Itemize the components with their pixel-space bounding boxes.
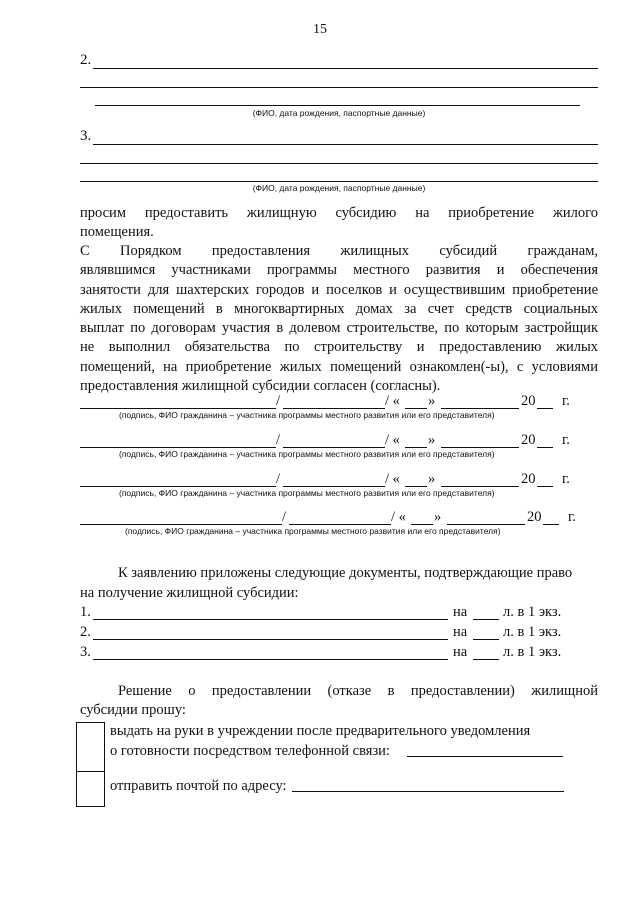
date-open: / « bbox=[385, 471, 400, 487]
year-prefix: 20 bbox=[521, 393, 536, 409]
name-field[interactable] bbox=[283, 408, 385, 409]
decision-line-1-wrap bbox=[118, 682, 598, 701]
signature-field[interactable] bbox=[80, 524, 282, 525]
applicant-2-caption: (ФИО, дата рождения, паспортные данные) bbox=[252, 108, 426, 118]
day-field[interactable] bbox=[405, 408, 427, 409]
applicant-3-field-line-1[interactable] bbox=[93, 144, 598, 145]
date-close: » bbox=[434, 509, 442, 525]
consent-line: жилых помещений в многоквартирных домах за счет средств социальных bbox=[80, 300, 598, 317]
applicant-3-caption: (ФИО, дата рождения, паспортные данные) bbox=[252, 183, 426, 193]
attachment-sheets-field[interactable] bbox=[473, 659, 499, 660]
attachment-copies-label: л. в 1 экз. bbox=[503, 624, 562, 640]
year-field[interactable] bbox=[537, 486, 553, 487]
option-mail-line: отправить почтой по адресу: bbox=[110, 778, 287, 794]
name-field[interactable] bbox=[283, 447, 385, 448]
request-paragraph bbox=[80, 204, 598, 243]
applicant-2-field-line-3[interactable] bbox=[95, 105, 580, 106]
signature-slash: / bbox=[276, 471, 281, 487]
name-field[interactable] bbox=[289, 524, 391, 525]
day-field[interactable] bbox=[405, 447, 427, 448]
applicant-2-field-line-1[interactable] bbox=[93, 68, 598, 69]
consent-paragraph bbox=[80, 242, 598, 396]
option-pickup-line-2: о готовности посредством телефонной связи: bbox=[110, 743, 390, 759]
decision-line-2: субсидии прошу: bbox=[80, 702, 186, 718]
signature-slash: / bbox=[276, 393, 281, 409]
applicant-3-number: 3. bbox=[80, 128, 92, 144]
attachments-intro-line-2: на получение жилищной субсидии: bbox=[80, 585, 299, 601]
applicant-3-field-line-3[interactable] bbox=[80, 181, 598, 182]
attachment-name-field[interactable] bbox=[93, 639, 448, 640]
option-pickup-checkbox[interactable] bbox=[76, 722, 105, 772]
year-prefix: 20 bbox=[521, 432, 536, 448]
attachment-on-label: на bbox=[453, 644, 468, 660]
signature-field[interactable] bbox=[80, 408, 276, 409]
consent-line: предоставления жилищной субсидии согласен (согласны). bbox=[80, 378, 441, 395]
attachment-copies-label: л. в 1 экз. bbox=[503, 604, 562, 620]
attachment-name-field[interactable] bbox=[93, 659, 448, 660]
phone-field[interactable] bbox=[407, 756, 563, 757]
signature-field[interactable] bbox=[80, 447, 276, 448]
attachment-on-label: на bbox=[453, 624, 468, 640]
applicant-2-number: 2. bbox=[80, 52, 92, 68]
day-field[interactable] bbox=[405, 486, 427, 487]
applicant-3-field-line-2[interactable] bbox=[80, 163, 598, 164]
consent-line: являвшимся участниками программы местного развития и обеспечения bbox=[80, 262, 598, 279]
attachment-number: 2. bbox=[80, 624, 91, 640]
attachment-name-field[interactable] bbox=[93, 619, 448, 620]
request-line-1: просим предоставить жилищную субсидию на приобретение жилого bbox=[80, 205, 598, 221]
signature-slash: / bbox=[276, 432, 281, 448]
year-prefix: 20 bbox=[527, 509, 542, 525]
signature-field[interactable] bbox=[80, 486, 276, 487]
date-close: » bbox=[428, 432, 436, 448]
year-suffix: г. bbox=[562, 393, 570, 409]
month-field[interactable] bbox=[441, 447, 519, 448]
option-mail-checkbox[interactable] bbox=[76, 770, 105, 807]
signature-caption: (подпись, ФИО гражданина – участника программы местного развития или его представителя) bbox=[125, 526, 501, 536]
consent-line: выплат по договорам участия в долевом строительстве, по которым застройщик bbox=[80, 320, 598, 337]
year-field[interactable] bbox=[543, 524, 559, 525]
signature-caption: (подпись, ФИО гражданина – участника программы местного развития или его представителя) bbox=[119, 410, 495, 420]
year-field[interactable] bbox=[537, 408, 553, 409]
applicant-2-field-line-2[interactable] bbox=[80, 87, 598, 88]
page-number: 15 bbox=[313, 22, 327, 37]
month-field[interactable] bbox=[447, 524, 525, 525]
option-pickup-line-1: выдать на руки в учреждении после предварительного уведомления bbox=[110, 723, 531, 739]
consent-line: С Порядком предоставления жилищных субсидий гражданам, bbox=[80, 243, 598, 259]
year-suffix: г. bbox=[562, 432, 570, 448]
signature-caption: (подпись, ФИО гражданина – участника программы местного развития или его представителя) bbox=[119, 488, 495, 498]
date-open: / « bbox=[385, 393, 400, 409]
year-suffix: г. bbox=[568, 509, 576, 525]
year-suffix: г. bbox=[562, 471, 570, 487]
consent-line: занятости для шахтерских городов и поселков и осуществившим приобретение bbox=[80, 281, 598, 298]
signature-slash: / bbox=[282, 509, 287, 525]
day-field[interactable] bbox=[411, 524, 433, 525]
name-field[interactable] bbox=[283, 486, 385, 487]
month-field[interactable] bbox=[441, 486, 519, 487]
date-open: / « bbox=[385, 432, 400, 448]
year-prefix: 20 bbox=[521, 471, 536, 487]
date-close: » bbox=[428, 393, 436, 409]
consent-line: помещений, на приобретение жилых помещений ознакомлен(-ы), с условиями bbox=[80, 358, 598, 375]
date-open: / « bbox=[391, 509, 406, 525]
decision-line-1: Решение о предоставлении (отказе в предоставлении) жилищной bbox=[118, 683, 598, 699]
attachment-sheets-field[interactable] bbox=[473, 619, 499, 620]
year-field[interactable] bbox=[537, 447, 553, 448]
date-close: » bbox=[428, 471, 436, 487]
month-field[interactable] bbox=[441, 408, 519, 409]
attachment-number: 3. bbox=[80, 644, 91, 660]
request-line-2: помещения. bbox=[80, 224, 154, 241]
attachments-intro-line-1: К заявлению приложены следующие документы, подтверждающие право bbox=[118, 565, 573, 581]
consent-line: не выполнил обязательства по строительству и предоставлению жилых bbox=[80, 339, 598, 356]
attachment-number: 1. bbox=[80, 604, 91, 620]
mail-address-field[interactable] bbox=[292, 791, 564, 792]
attachment-sheets-field[interactable] bbox=[473, 639, 499, 640]
attachment-on-label: на bbox=[453, 604, 468, 620]
attachment-copies-label: л. в 1 экз. bbox=[503, 644, 562, 660]
signature-caption: (подпись, ФИО гражданина – участника программы местного развития или его представителя) bbox=[119, 449, 495, 459]
